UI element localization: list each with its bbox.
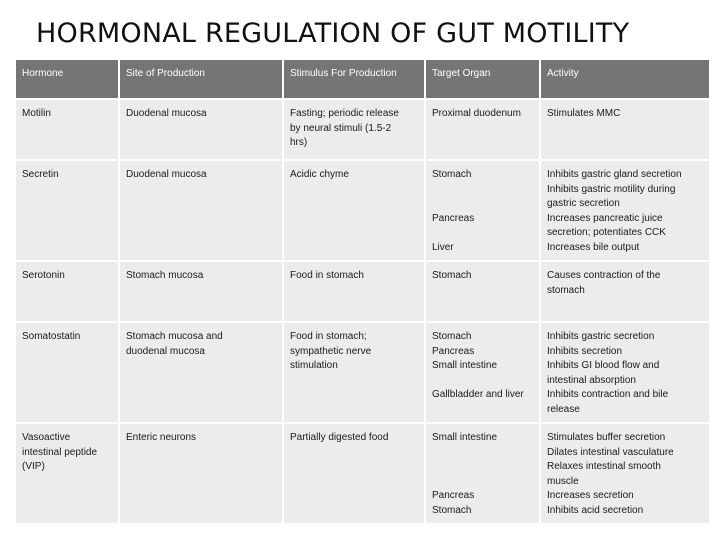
cell-text-line: Stimulates MMC	[547, 108, 621, 119]
cell-stimulus	[283, 99, 425, 160]
cell-text-line: Duodenal mucosa	[126, 108, 207, 119]
cell-text-line: release	[547, 403, 580, 415]
cell-text-line: Serotonin	[22, 270, 65, 281]
cell-text-line: Gallbladder and liver	[432, 389, 524, 400]
cell-text-line: Increases bile output	[547, 241, 640, 253]
cell-text-line: Pancreas	[432, 212, 475, 224]
cell-activity	[540, 322, 709, 423]
cell-text-line: intestinal absorption	[547, 374, 636, 386]
cell-text-line: Inhibits secretion	[547, 345, 623, 357]
cell-site	[119, 261, 283, 322]
cell-spacer	[432, 446, 533, 461]
cell-text-line: Pancreas	[432, 345, 475, 357]
cell-text-line: Stomach	[432, 504, 472, 516]
cell-text-line: hrs)	[290, 137, 308, 148]
cell-text-line: by neural stimuli (1.5-2	[290, 122, 392, 134]
header-site-of-production: Site of Production	[119, 60, 283, 99]
cell-stimulus	[283, 423, 425, 523]
cell-text-line: Inhibits contraction and bile	[547, 389, 669, 400]
cell-text-line: Dilates intestinal vasculature	[547, 446, 674, 458]
cell-text-line: Liver	[432, 241, 454, 253]
cell-stimulus	[283, 322, 425, 423]
cell-site	[119, 160, 283, 261]
cell-text-line: Proximal duodenum	[432, 108, 521, 119]
cell-spacer	[432, 460, 533, 475]
cell-text-line: Somatostatin	[22, 331, 81, 342]
cell-text-line: Small intestine	[432, 360, 498, 371]
cell-text-line: muscle	[547, 475, 579, 487]
cell-target	[425, 99, 540, 160]
cell-text-line: Causes contraction of the	[547, 270, 661, 281]
cell-hormone	[16, 99, 119, 160]
cell-text-line: Fasting; periodic release	[290, 108, 399, 119]
cell-text-line: Food in stomach;	[290, 331, 367, 342]
cell-spacer	[432, 197, 533, 212]
cell-text-line: Duodenal mucosa	[126, 169, 207, 180]
header-activity: Activity	[540, 60, 709, 99]
hormone-table	[16, 60, 709, 523]
cell-text-line: Small intestine	[432, 432, 498, 443]
cell-stimulus	[283, 160, 425, 261]
cell-target	[425, 423, 540, 523]
table-row	[16, 261, 709, 322]
cell-spacer	[432, 226, 533, 241]
cell-text-line: Vasoactive	[22, 432, 71, 443]
cell-text-line: Food in stomach	[290, 270, 364, 281]
cell-site	[119, 423, 283, 523]
table-row	[16, 160, 709, 261]
cell-text-line: Stomach	[432, 331, 472, 342]
cell-text-line: Inhibits GI blood flow and	[547, 360, 660, 371]
cell-activity	[540, 160, 709, 261]
cell-text-line: Increases secretion	[547, 490, 634, 501]
cell-spacer	[432, 183, 533, 198]
cell-text-line: secretion; potentiates CCK	[547, 227, 666, 238]
cell-text-line: Stimulates buffer secretion	[547, 432, 666, 443]
cell-site	[119, 99, 283, 160]
cell-hormone	[16, 423, 119, 523]
table-row	[16, 99, 709, 160]
cell-site	[119, 322, 283, 423]
slide-title: HORMONAL REGULATION OF GUT MOTILITY	[36, 18, 630, 49]
cell-spacer	[432, 374, 533, 389]
cell-text-line: Stomach mucosa and	[126, 331, 223, 342]
cell-activity	[540, 99, 709, 160]
cell-text-line: Inhibits acid secretion	[547, 504, 644, 516]
cell-activity	[540, 261, 709, 322]
cell-text-line: (VIP)	[22, 461, 45, 472]
cell-text-line: stomach	[547, 284, 585, 296]
cell-text-line: Partially digested food	[290, 432, 389, 443]
cell-text-line: Acidic chyme	[290, 169, 349, 180]
table-row	[16, 322, 709, 423]
cell-text-line: duodenal mucosa	[126, 345, 205, 357]
table-header-row	[16, 60, 709, 99]
cell-text-line: Inhibits gastric motility during	[547, 183, 676, 195]
cell-text-line: Stomach	[432, 270, 472, 281]
cell-target	[425, 160, 540, 261]
cell-hormone	[16, 261, 119, 322]
header-hormone: Hormone	[16, 60, 119, 99]
cell-text-line: Pancreas	[432, 490, 475, 501]
cell-target	[425, 261, 540, 322]
header-stimulus-for-production: Stimulus For Production	[283, 60, 425, 99]
cell-spacer	[432, 475, 533, 490]
cell-text-line: Inhibits gastric secretion	[547, 331, 655, 342]
cell-text-line: Inhibits gastric gland secretion	[547, 169, 682, 180]
cell-text-line: sympathetic nerve	[290, 345, 372, 357]
cell-text-line: Stomach mucosa	[126, 270, 204, 281]
cell-text-line: Secretin	[22, 169, 59, 180]
cell-text-line: Enteric neurons	[126, 432, 197, 443]
cell-text-line: Relaxes intestinal smooth	[547, 461, 661, 472]
cell-activity	[540, 423, 709, 523]
cell-hormone	[16, 160, 119, 261]
cell-text-line: intestinal peptide	[22, 446, 98, 458]
table-row	[16, 423, 709, 523]
cell-text-line: stimulation	[290, 360, 338, 371]
cell-target	[425, 322, 540, 423]
cell-text-line: Motilin	[22, 108, 51, 119]
cell-text-line: gastric secretion	[547, 198, 620, 209]
cell-hormone	[16, 322, 119, 423]
cell-text-line: Stomach	[432, 169, 472, 180]
header-target-organ: Target Organ	[425, 60, 540, 99]
cell-text-line: Increases pancreatic juice	[547, 212, 663, 224]
cell-stimulus	[283, 261, 425, 322]
